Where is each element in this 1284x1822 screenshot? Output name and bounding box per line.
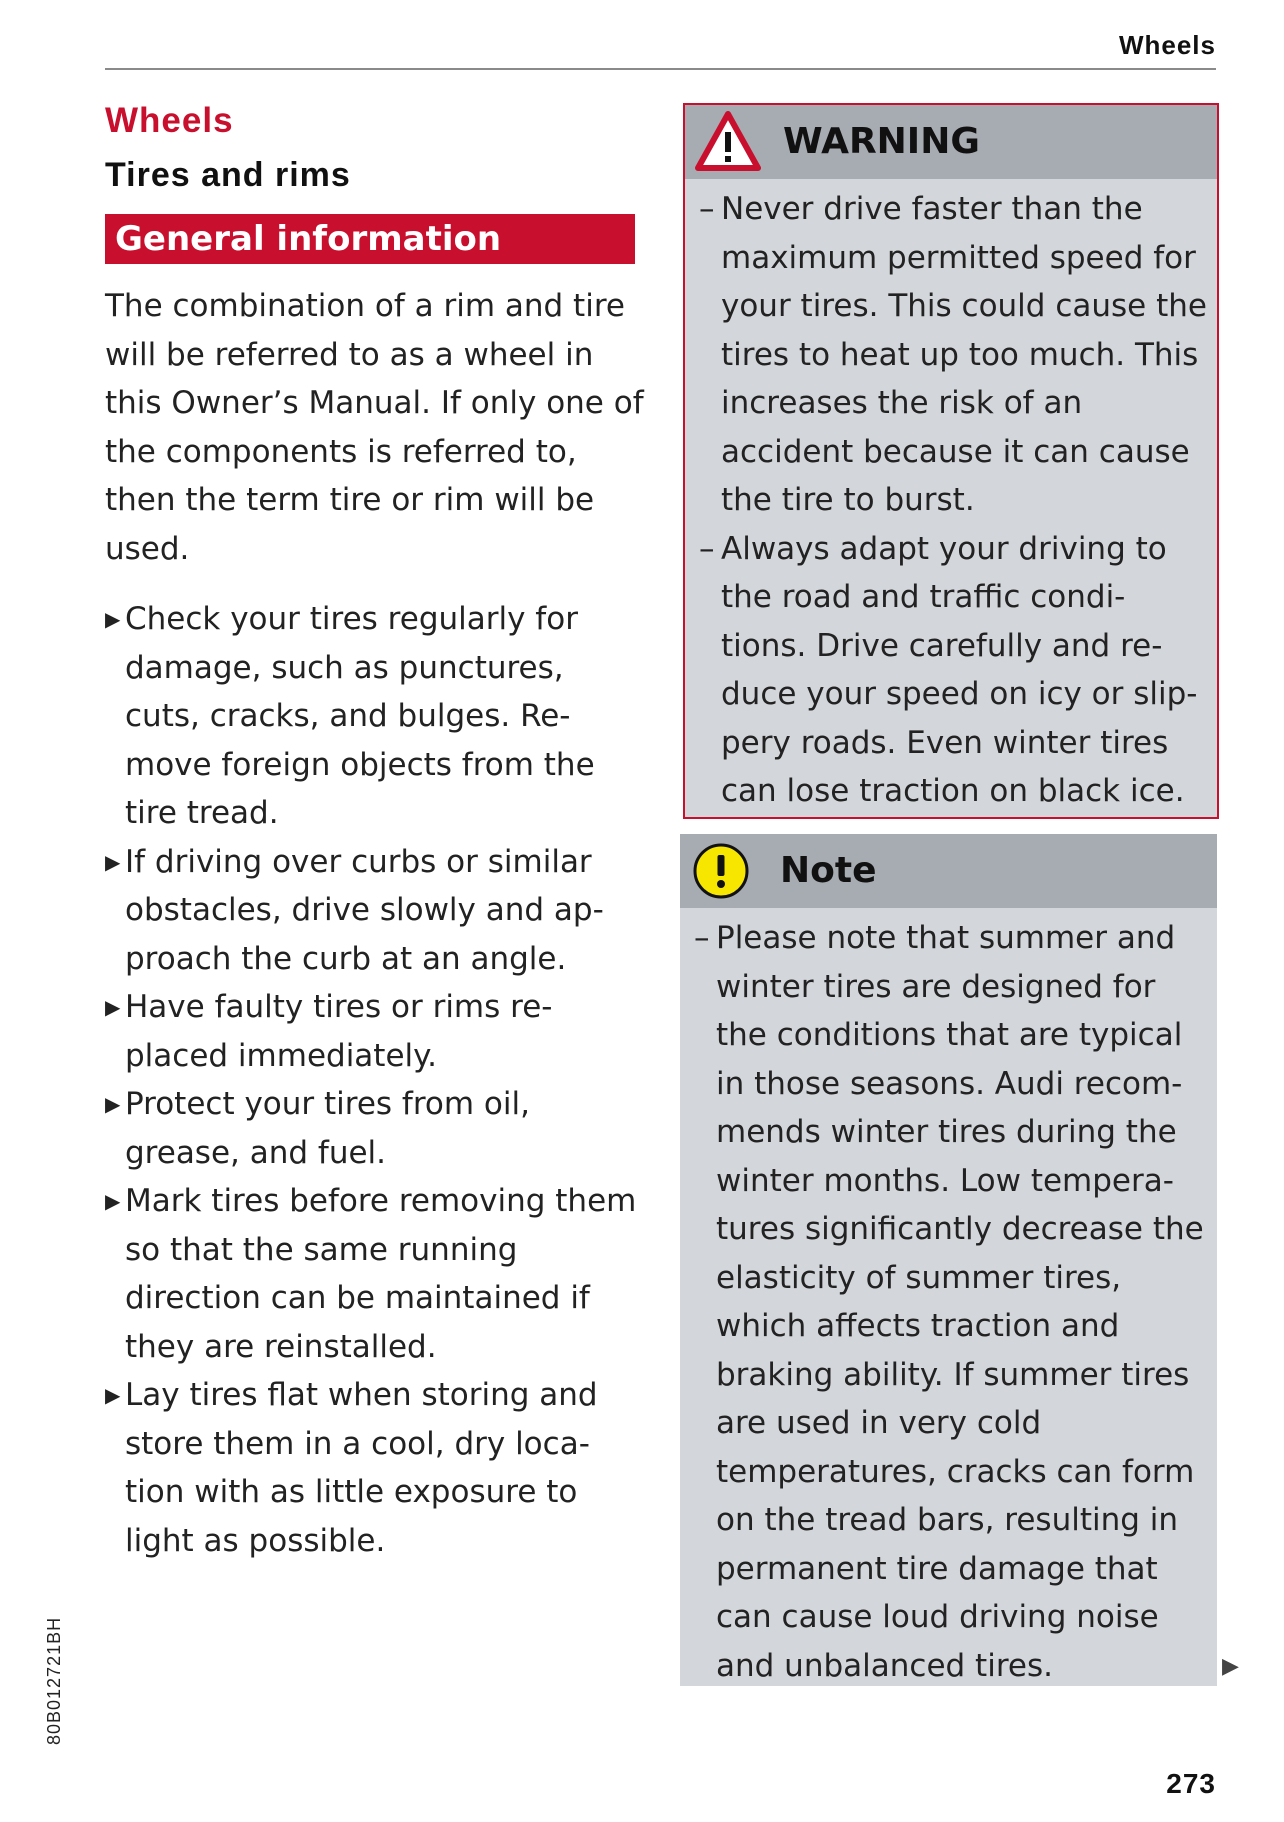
list-item: [105, 1177, 645, 1371]
instruction-list: [105, 595, 645, 1565]
list-item-text: Mark tires before removing them so that the same running direction can be maintained if they are reinstalled.: [125, 1183, 637, 1365]
list-item: [699, 525, 1207, 816]
bullet-arrow-icon: ▶: [105, 607, 121, 631]
bullet-arrow-icon: ▶: [105, 1092, 121, 1116]
running-header-title: Wheels: [1118, 30, 1216, 60]
bullet-arrow-icon: ▶: [105, 995, 121, 1019]
list-item-text: Please note that summer and winter tires are designed for the conditions that are typical in those seasons. Audi recom-mends winter tires during the winter months. Low tempera-tures significantly decrease the elasticity of summer tires, which affects traction and braking ability. If summer tires are used in very cold temperatures, cracks can form on the tread bars, resulting in permanent tire damage that can cause loud driving noise and unbalanced tires.: [716, 920, 1204, 1684]
continue-arrow-icon: ▶: [1222, 1654, 1239, 1679]
bullet-arrow-icon: ▶: [105, 849, 121, 874]
list-item-text: Protect your tires from oil, grease, and fuel.: [125, 1086, 530, 1171]
dash-marker: –: [694, 920, 710, 956]
list-item-text: Check your tires regularly for damage, such as punctures, cuts, cracks, and bulges. Re-move foreign objects from the tire tread.: [125, 601, 595, 831]
document-code: 80B012721BH: [44, 1616, 64, 1745]
list-item: [105, 983, 645, 1080]
note-exclamation-icon: [692, 842, 750, 900]
warning-box: [683, 103, 1219, 819]
list-item-text: Have faulty tires or rims re-placed immediately.: [125, 989, 553, 1074]
note-box: [680, 834, 1217, 1686]
bullet-arrow-icon: ▶: [105, 1383, 121, 1407]
list-item: [694, 914, 1207, 1690]
note-title: Note: [780, 850, 877, 891]
section-title: Wheels: [105, 101, 234, 140]
header-rule: [105, 68, 1216, 70]
main-column: [105, 100, 645, 1565]
list-item-text: Lay tires flat when storing and store them in a cool, dry loca-tion with as little exposure to light as possible.: [125, 1377, 598, 1559]
list-item-text: If driving over curbs or similar obstacles, drive slowly and ap-proach the curb at an angle.: [125, 843, 604, 977]
dash-marker: –: [699, 530, 715, 567]
warning-list: [685, 179, 1217, 816]
page-number: 273: [1166, 1768, 1216, 1799]
list-item: [105, 1371, 645, 1565]
dash-marker: –: [699, 191, 715, 227]
warning-triangle-icon: [695, 111, 761, 171]
note-list: [680, 908, 1217, 1690]
list-item: [105, 838, 645, 984]
general-information-heading: General information: [105, 214, 635, 264]
list-item-text: Always adapt your driving to the road and traffic condi-tions. Drive carefully and re-duce your speed on icy or slip-pery roads. Even winter tires can lose traction on black ice.: [721, 530, 1198, 809]
list-item: [105, 1080, 645, 1177]
list-item-text: Never drive faster than the maximum permitted speed for your tires. This could cause the tires to heat up too much. This increases the risk of an accident because it can cause the tire to burst.: [721, 191, 1207, 518]
list-item: [699, 185, 1207, 525]
list-item: [105, 595, 645, 838]
sub-title: Tires and rims: [105, 156, 351, 194]
note-header: [680, 834, 1217, 908]
bullet-arrow-icon: ▶: [105, 1189, 121, 1213]
warning-title: WARNING: [783, 121, 980, 162]
warning-header: [685, 105, 1217, 179]
intro-paragraph: The combination of a rim and tire will be referred to as a wheel in this Owner’s Manual. If only one of the components is referred to, then the term tire or rim will be used.: [105, 288, 644, 567]
